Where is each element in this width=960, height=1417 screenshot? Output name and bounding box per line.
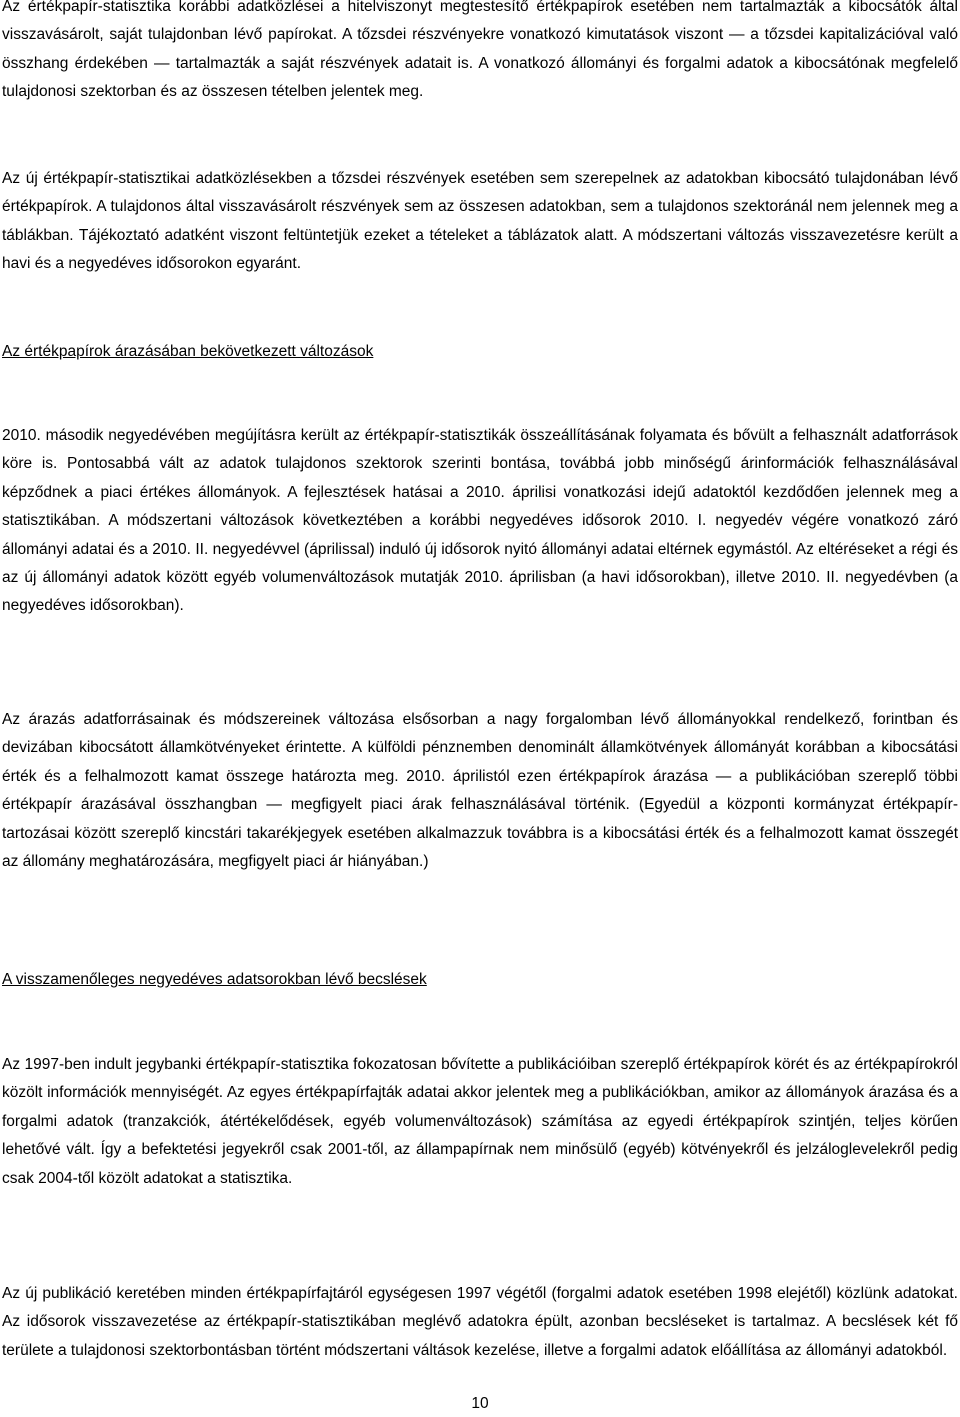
- paragraph-new-publication: Az új publikáció keretében minden értékpapírfajtáról egységesen 1997 végétől (forgalmi adatok esetében 1998 elejétől) közlünk adatokat. Az idősorok visszavezetése az értékpapír-statisztikában meglévő adatokra épült, azonban becsléseket is tartalmaz. A becslések két fő területe a tulajdonosi szektorbontásban történt módszertani váltások kezelése, illetve a forgalmi adatok előállítása az állományi adatokból.: [2, 1285, 958, 1359]
- paragraph-1997-statistics: Az 1997-ben indult jegybanki értékpapír-statisztika fokozatosan bővítette a publikációiban szereplő értékpapírok körét és az értékpapírokról közölt információk mennyiségét. Az egyes értékpapírfajták adatai akkor jelentek meg a publikációkban, amikor az állományok árazása és a forgalmi adatok (tranzakciók, átértékelődések, egyéb volumenváltozások) számítása az egyedi értékpapírok szintjén, teljes körűen lehetővé vált. Így a befektetési jegyekről csak 2001-től, az állampapírnak nem minősülő (egyéb) kötvényekről és jelzáloglevelekről pedig csak 2004-től közölt adatokat a statisztika.: [2, 1056, 958, 1187]
- paragraph-2010-renewal: 2010. második negyedévében megújításra került az értékpapír-statisztikák összeállításának folyamata és bővült a felhasznált adatforrások köre is. Pontosabbá vált az adatok tulajdonos szektorok szerinti bontása, továbbá jobb minőségű árinformációk felhasználásával képződnek a piaci értékes állományok. A fejlesztések hatásai a 2010. áprilisi vonatkozási idejű adatoktól kezdődően jelennek meg a statisztikában. A módszertani változások következtében a korábbi negyedéves idősorok 2010. I. negyedév végére vonatkozó záró állományi adatai és a 2010. II. negyedévvel (áprilissal) induló új idősorok nyitó állományi adatai eltérnek egymástól. Az eltéréseket a régi és az új állományi adatok között egyéb volumenváltozások mutatják 2010. áprilisban (a havi idősorokban), illetve 2010. II. negyedévben (a negyedéves idősorokban).: [2, 427, 958, 615]
- paragraph-pricing-sources: Az árazás adatforrásainak és módszereinek változása elsősorban a nagy forgalomban lévő állományokkal rendelkező, forintban és devizában kibocsátott államkötvényeket érintette. A külföldi pénznemben denominált államkötvények állományát korábban a kibocsátási érték és a felhalmozott kamat összege határozta meg. 2010. áprilistól ezen értékpapírok árazása — a publikációban szereplő többi értékpapír árazásával összhangban — megfigyelt piaci árak felhasználásával történik. (Egyedül a központi kormányzat értékpapír-tartozásai között szereplő kincstári takarékjegyek esetében alkalmazzuk továbbra is a kibocsátási érték és a felhalmozott kamat összegét az állomány meghatározására, megfigyelt piaci ár hiányában.): [2, 711, 958, 871]
- paragraph-own-securities-old: Az értékpapír-statisztika korábbi adatközlései a hitelviszonyt megtestesítő értékpapírok esetében nem tartalmazták a kibocsátók által visszavásárolt, saját tulajdonban lévő papírokat. A tőzsdei részvényekre vonatkozó kimutatások viszont — a tőzsdei kapitalizációval való összhang érdekében — tartalmazták a saját részvények adatait is. A vonatkozó állományi és forgalmi adatok a kibocsátónak megfelelő tulajdonosi szektorban és az összesen tételben jelentek meg.: [2, 0, 958, 101]
- page-number: 10: [471, 1395, 489, 1412]
- paragraph-own-securities-new: Az új értékpapír-statisztikai adatközlésekben a tőzsdei részvények esetében sem szerepelnek az adatokban kibocsátó tulajdonában lévő értékpapírok. A tulajdonos által visszavásárolt részvények sem az összesen adatokban, sem a tulajdonos szektoránál nem jelennek meg a táblákban. Tájékoztató adatként viszont feltüntetjük ezeket a tételeket a táblázatok alatt. A módszertani változás visszavezetésre került a havi és a negyedéves idősorokon egyaránt.: [2, 170, 958, 273]
- section-heading-retrospective-estimates: A visszamenőleges negyedéves adatsorokban lévő becslések: [2, 971, 427, 988]
- section-heading-pricing-changes: Az értékpapírok árazásában bekövetkezett változások: [2, 343, 374, 360]
